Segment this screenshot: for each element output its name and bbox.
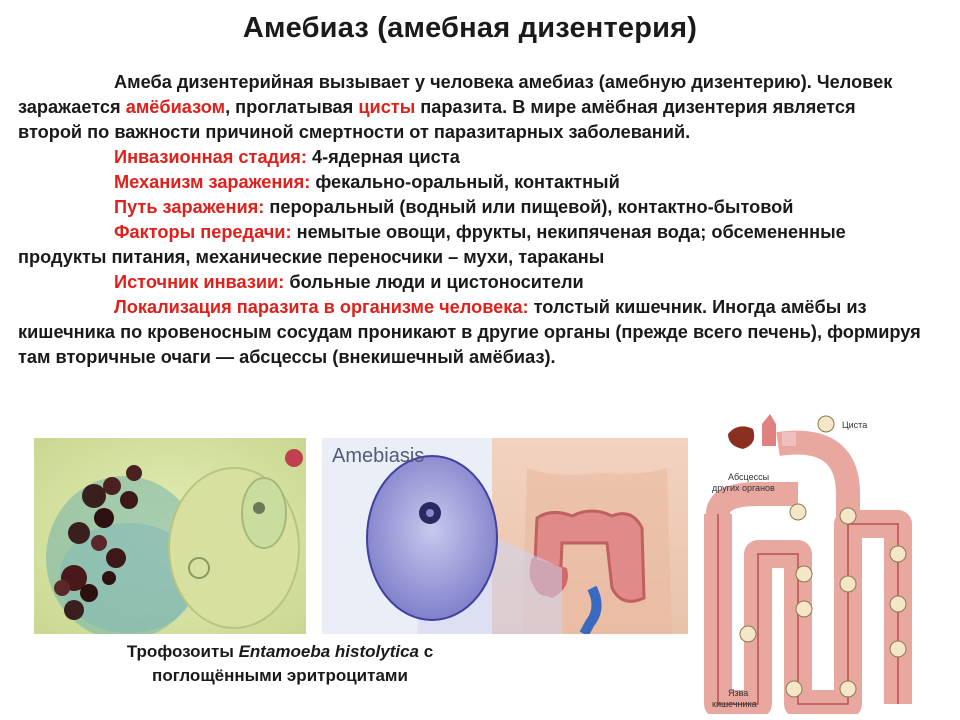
trophozoite-micrograph: [34, 438, 306, 634]
amebiasis-illustration: [322, 438, 688, 634]
fact-localization: [18, 295, 923, 370]
life-cycle-diagram: [698, 404, 920, 714]
intro-text-2: , проглатывая: [225, 97, 359, 117]
fact-label: Локализация паразита в организме человека:: [114, 297, 529, 317]
intro-text-3: паразита. В мире амёбная дизентерия является второй по важности причиной смертности от паразитарных заболеваний.: [18, 97, 856, 142]
abscess-label-1: Абсцессы: [728, 472, 770, 482]
fact-value: толстый кишечник. Иногда амёбы из кишечника по кровеносным сосудам проникают в другие органы (прежде всего печень), формируя там вторичные очаги — абсцессы (внекишечный амёбиаз).: [18, 297, 921, 367]
fact-value: больные люди и цистоносители: [284, 272, 584, 292]
fact-label: Инвазионная стадия:: [114, 147, 307, 167]
fact-value: немытые овощи, фрукты, некипяченая вода; обсемененные продукты питания, механические переносчики – мухи, тараканы: [18, 222, 846, 267]
intro-paragraph: [18, 70, 923, 145]
abscess-label-2: других органов: [712, 483, 775, 493]
fact-invasive-stage: [18, 145, 923, 170]
intro-text-1: Амеба дизентерийная вызывает у человека амебиаз (амебную дизентерию). Человек заражается: [18, 72, 893, 117]
life-cycle-diagram-image: [698, 404, 920, 714]
intro-highlight-amebiasis: амёбиазом: [125, 97, 226, 117]
caption-text-1: Трофозоиты: [126, 642, 239, 661]
amebiasis-illustration-image: [322, 438, 688, 634]
figure-caption: [60, 640, 500, 688]
fact-mechanism: [18, 170, 923, 195]
caption-species: Entamoeba histolytica: [238, 642, 419, 661]
illustration-label: Amebiasis: [332, 445, 425, 467]
micrograph-image: [34, 438, 306, 634]
fact-source: [18, 270, 923, 295]
cyst-label: Циста: [842, 420, 868, 430]
caption-text-2: с поглощёнными эритроцитами: [152, 642, 434, 685]
fact-label: Механизм заражения:: [114, 172, 311, 192]
ulcer-label-2: кишечника: [712, 699, 757, 709]
ulcer-label-1: Язва: [728, 688, 749, 698]
fact-label: Факторы передачи:: [114, 222, 292, 242]
fact-factors: [18, 220, 923, 270]
fact-value: пероральный (водный или пищевой), контактно-бытовой: [264, 197, 794, 217]
main-text: [18, 70, 923, 370]
fact-label: Путь заражения:: [114, 197, 265, 217]
fact-value: 4-ядерная циста: [306, 147, 460, 167]
intro-highlight-cysts: цисты: [358, 97, 416, 117]
fact-route: [18, 195, 923, 220]
page-title: Амебиаз (амебная дизентерия): [242, 12, 698, 44]
fact-label: Источник инвазии:: [114, 272, 285, 292]
fact-value: фекально-оральный, контактный: [310, 172, 620, 192]
